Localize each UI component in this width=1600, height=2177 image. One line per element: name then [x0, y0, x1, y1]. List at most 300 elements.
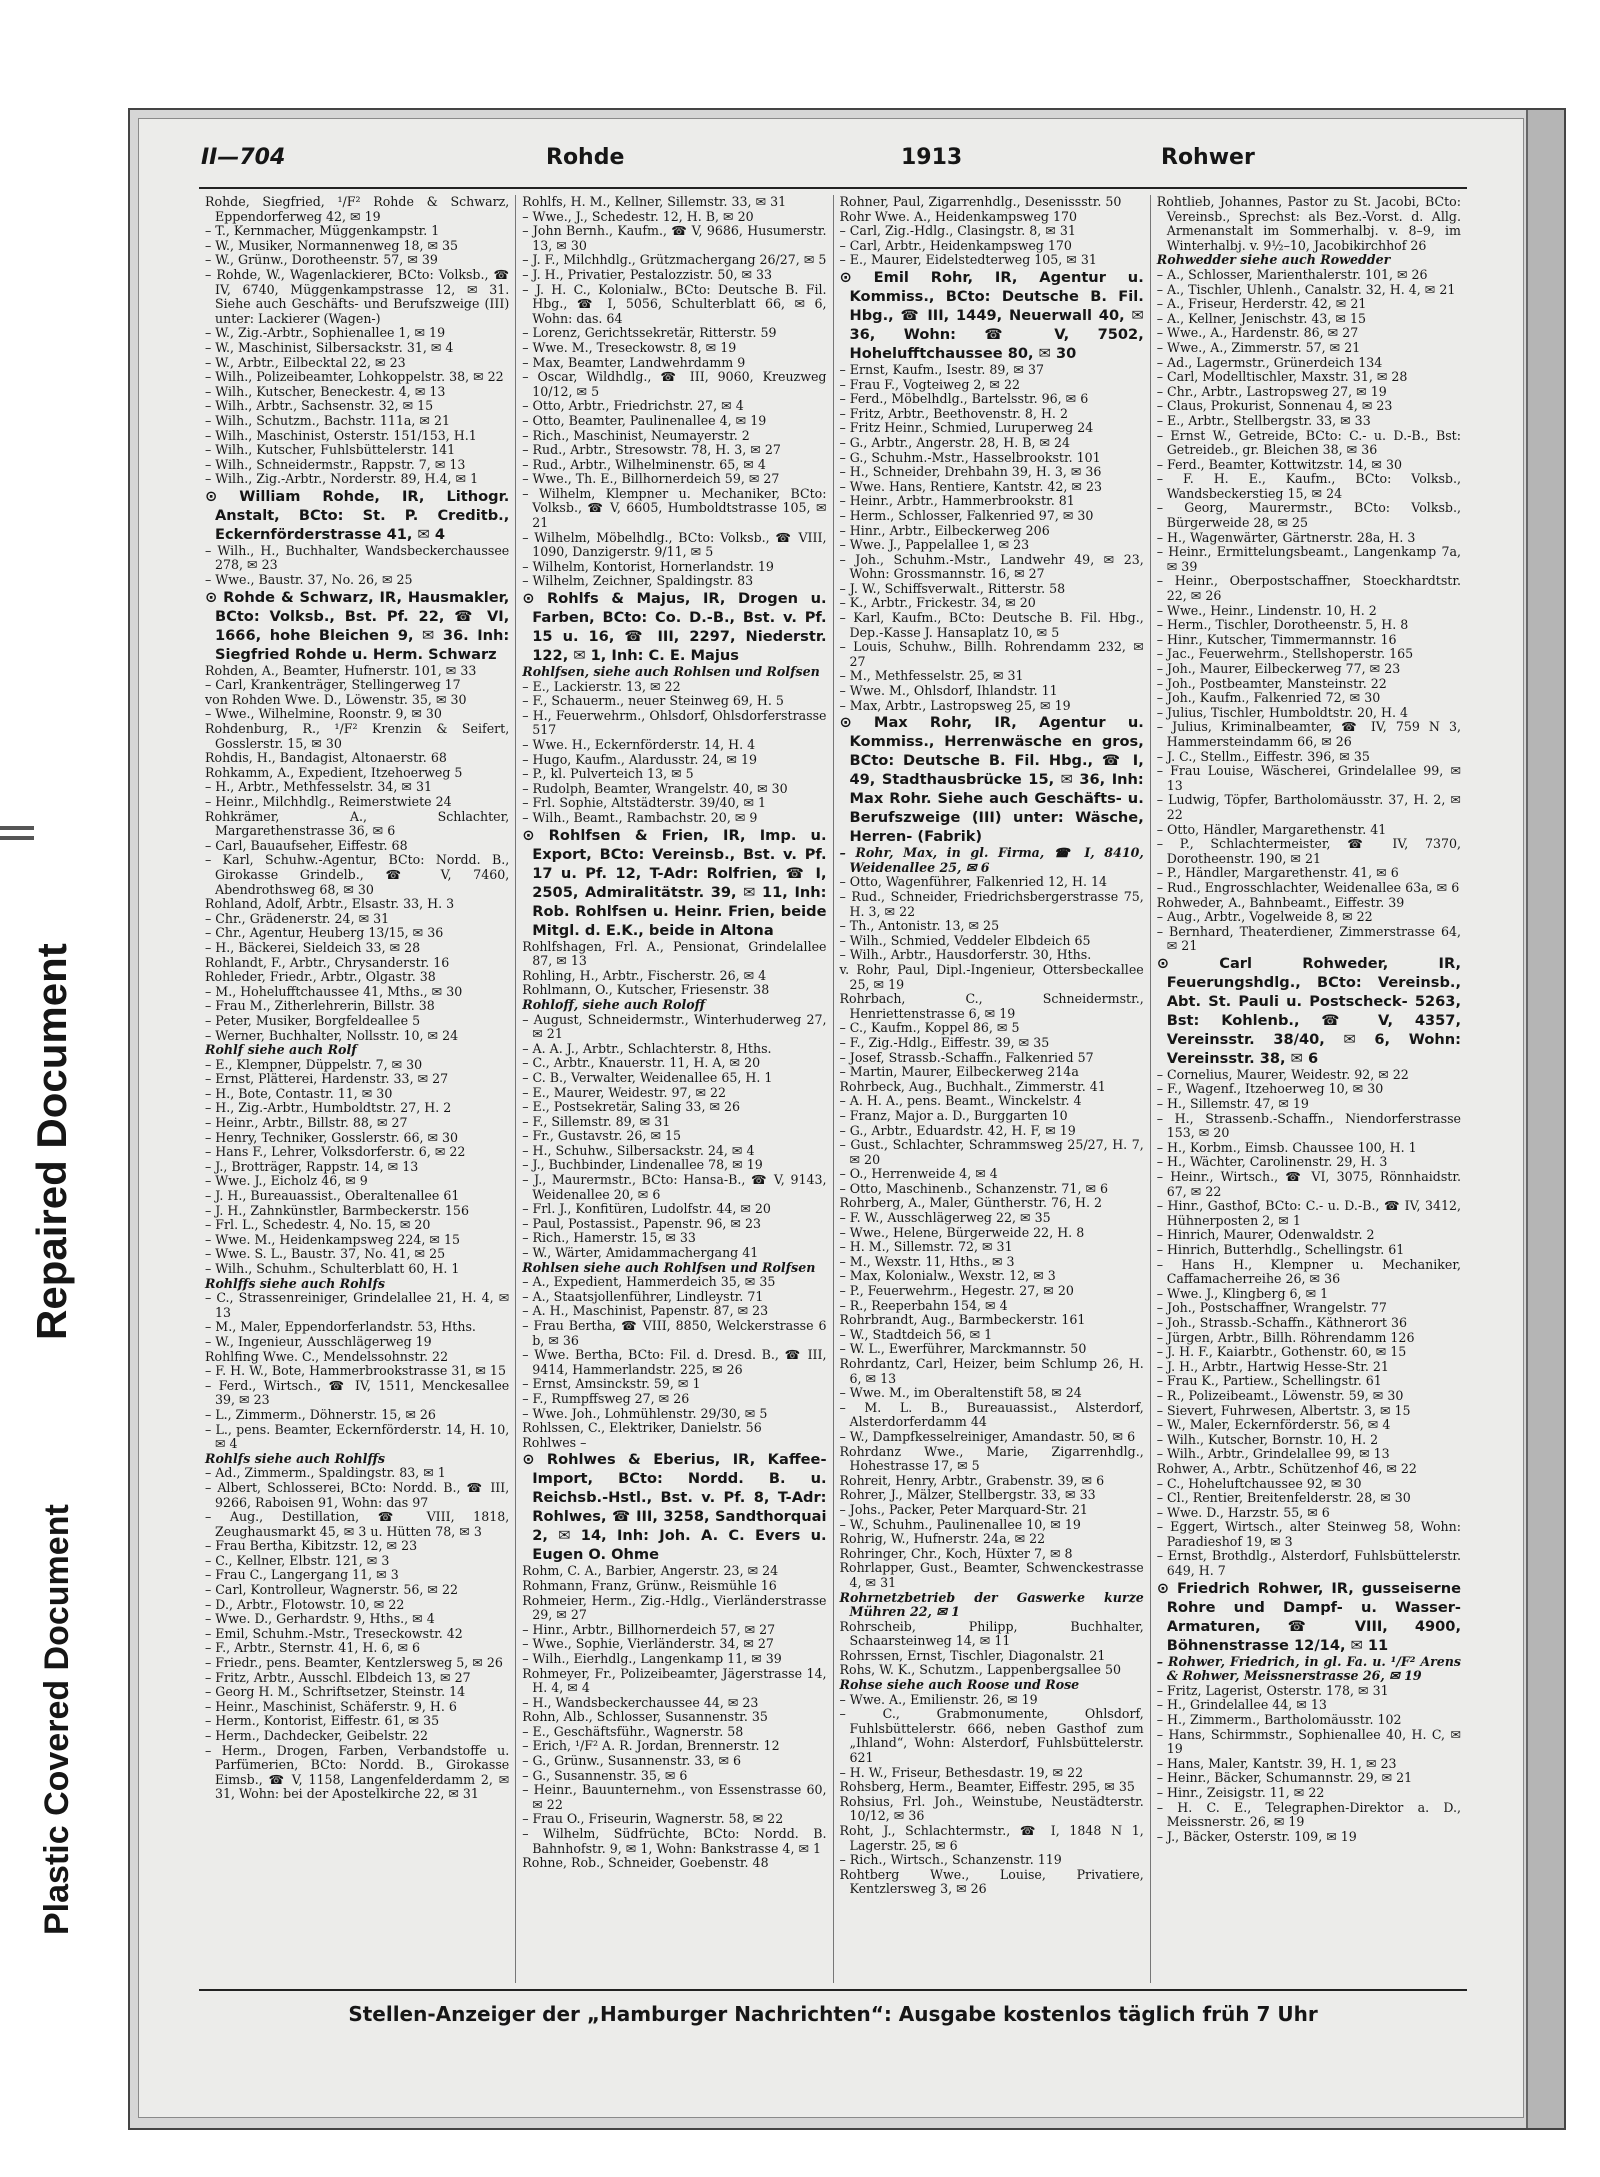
directory-entry: – J. H. F., Kaiarbtr., Gothenstr. 60, ✉ 15: [1156, 1344, 1407, 1360]
directory-entry: Rohlssen, C., Elektriker, Danielstr. 56: [522, 1420, 762, 1436]
directory-entry: – E., Maurer, Weidestr. 97, ✉ 22: [522, 1084, 727, 1100]
directory-entry: – Wilh., Schneidermstr., Rappstr. 7, ✉ 13: [205, 456, 466, 472]
margin-mark: [0, 820, 44, 860]
directory-entry: – Wilhelm, Kontorist, Hornerlandstr. 19: [522, 558, 774, 574]
directory-entry: – E., Maurer, Eidelstedterweg 105, ✉ 31: [839, 252, 1097, 268]
directory-entry: – Carl, Arbtr., Heidenkampsweg 170: [839, 237, 1072, 253]
directory-columns: [199, 195, 1467, 1983]
directory-entry: – A., Staatsjollenführer, Lindleystr. 71: [522, 1288, 764, 1304]
directory-entry: – H., Korbm., Eimsb. Chaussee 100, H. 1: [1156, 1139, 1417, 1155]
directory-entry: – Wwe. M., Ohlsdorf, Ihlandstr. 11: [839, 683, 1058, 699]
directory-entry: Rohrbeck, Aug., Buchhalt., Zimmerstr. 41: [839, 1078, 1106, 1094]
directory-entry: v. Rohr, Paul, Dipl.-Ingenieur, Ottersbeckallee 25, ✉ 19: [839, 961, 1144, 992]
directory-entry: Rohdenburg, R., ¹/F² Krenzin & Seifert, Gosslerstr. 15, ✉ 30: [205, 721, 510, 751]
directory-entry: – Joh., Postbeamter, Mansteinstr. 22: [1156, 675, 1387, 691]
directory-entry: – Wilh., Schuhm., Schulterblatt 60, H. 1: [205, 1261, 460, 1276]
directory-entry: – Ad., Lagermstr., Grünerdeich 134: [1156, 354, 1383, 370]
directory-entry: Rohlandt, F., Arbtr., Chrysanderstr. 16: [205, 954, 450, 970]
header-last-name: Rohwer: [1161, 145, 1255, 170]
directory-entry: – F., Wagenf., Itzehoerweg 10, ✉ 30: [1156, 1081, 1384, 1097]
directory-entry: – Wilh., Schutzm., Bachstr. 111a, ✉ 21: [205, 412, 450, 428]
directory-entry: – C. B., Verwalter, Weidenallee 65, H. 1: [522, 1069, 773, 1085]
directory-entry: Rohrdanz Wwe., Marie, Zigarrenhdlg., Hohestrasse 17, ✉ 5: [839, 1443, 1144, 1474]
directory-entry: – H., Schuhw., Silbersackstr. 24, ✉ 4: [522, 1142, 755, 1158]
directory-entry: – Chr., Grädenerstr. 24, ✉ 31: [205, 910, 390, 926]
firm-entry: ⊙ Friedrich Rohwer, IR, gusseiserne Rohre und Dampf- u. Wasser-Armaturen, ☎ VIII, 4900, Böhnenstrasse 12/14, ✉ 11: [1156, 1579, 1461, 1654]
directory-entry: – John Bernh., Kaufm., ☎ V, 9686, Husumerstr. 13, ✉ 30: [522, 223, 827, 253]
directory-entry: – Johs., Packer, Peter Marquard-Str. 21: [839, 1501, 1088, 1517]
directory-entry: – Wwe., Heinr., Lindenstr. 10, H. 2: [1156, 602, 1377, 618]
directory-entry: – Otto, Arbtr., Friedrichstr. 27, ✉ 4: [522, 398, 744, 414]
directory-entry: – Frl. J., Konfitüren, Ludolfstr. 44, ✉ 20: [522, 1201, 771, 1217]
directory-entry: – Wilh., Arbtr., Hausdorferstr. 30, Hths.: [839, 947, 1092, 963]
directory-entry: – H., Strassenb.-Schaffn., Niendorferstrasse 153, ✉ 20: [1156, 1110, 1461, 1141]
directory-entry: – Herm., Drogen, Farben, Verbandstoffe u. Parfümerien, BCto: Nordd. B., Girokasse Eimsb., ☎ V, 1158, Langenfelderdamm 2, ✉ 31, Wohn: bei der Apostelkirche 22, ✉ 31: [205, 1742, 510, 1802]
directory-entry: – Otto, Maschinenb., Schanzenstr. 71, ✉ 6: [839, 1180, 1109, 1196]
directory-entry: – L., pens. Beamter, Eckernförderstr. 14, H. 10, ✉ 4: [205, 1421, 510, 1452]
directory-entry: – Heinr., Wirtsch., ☎ VI, 3075, Rönnhaidstr. 67, ✉ 22: [1156, 1169, 1461, 1199]
directory-entry: – J. H. C., Kolonialw., BCto: Deutsche B. Fil. Hbg., ☎ I, 5056, Schulterblatt 66, ✉ 6, Wohn: das. 64: [522, 281, 827, 326]
firm-entry: ⊙ Carl Rohweder, IR, Feuerungshdlg., BCto: Vereinsb., Abt. St. Pauli u. Postscheck- 5263, Bst: Kohlenb., ☎ V, 4357, Vereinsstr. 38/40, ✉ 6, Wohn: Vereinsstr. 38, ✉ 6: [1156, 954, 1461, 1067]
directory-entry: – H., Sillemstr. 47, ✉ 19: [1156, 1096, 1309, 1112]
directory-entry: – H., Wagenwärter, Gärtnerstr. 28a, H. 3: [1156, 529, 1416, 545]
directory-entry: – August, Schneidermstr., Winterhuderweg 27, ✉ 21: [522, 1011, 827, 1042]
directory-entry: – Carl, Bauaufseher, Eiffestr. 68: [205, 837, 408, 853]
directory-entry: – Hinrich, Butterhdlg., Schellingstr. 61: [1156, 1242, 1405, 1257]
directory-entry: – Chr., Arbtr., Lastropsweg 27, ✉ 19: [1156, 383, 1387, 399]
directory-entry: – Rudolph, Beamter, Wrangelstr. 40, ✉ 30: [522, 780, 788, 796]
directory-entry: Rohr Wwe. A., Heidenkampsweg 170: [839, 208, 1078, 224]
directory-entry: – Ernst W., Getreide, BCto: C.- u. D.-B., Bst: Getreideb., gr. Bleichen 38, ✉ 36: [1156, 427, 1461, 458]
directory-entry: – G., Grünw., Susannenstr. 33, ✉ 6: [522, 1753, 742, 1769]
directory-entry: Rohrssen, Ernst, Tischler, Diagonalstr. 21: [839, 1647, 1106, 1663]
directory-entry: – F., Sillemstr. 89, ✉ 31: [522, 1113, 671, 1129]
directory-entry: Rohkrämer, A., Schlachter, Margarethenstrasse 36, ✉ 6: [205, 808, 510, 839]
directory-entry: Rohrbach, C., Schneidermstr., Henriettenstrasse 6, ✉ 19: [839, 991, 1144, 1021]
directory-entry: Rohsberg, Herm., Beamter, Eiffestr. 295, ✉ 35: [839, 1779, 1135, 1795]
directory-entry: – Wilh., Maschinist, Osterstr. 151/153, H.1: [205, 427, 477, 443]
firm-entry: ⊙ Rohlwes & Eberius, IR, Kaffee-Import, BCto: Nordd. B. u. Reichsb.-Hstl., Bst. v. Pf. 8, T-Adr: Rohlwes, ☎ III, 3258, Sandthorquai 2, ✉ 14, Inh: Joh. A. C. Evers u. Eugen O. Ohme: [522, 1451, 827, 1564]
side-labels: [0, 0, 120, 2177]
directory-entry: – A., Tischler, Uhlenh., Canalstr. 32, H. 4, ✉ 21: [1156, 281, 1456, 297]
directory-entry: – Oscar, Wildhdlg., ☎ III, 9060, Kreuzweg 10/12, ✉ 5: [522, 369, 827, 399]
directory-entry: – Albert, Schlosserei, BCto: Nordd. B., ☎ III, 9266, Raboisen 91, Wohn: das 97: [205, 1479, 510, 1510]
directory-entry: – Ludwig, Töpfer, Bartholomäusstr. 37, H. 2, ✉ 22: [1156, 792, 1461, 822]
directory-entry: – Heinr., Bäcker, Schumannstr. 29, ✉ 21: [1156, 1770, 1413, 1786]
directory-entry: – F. H. W., Bote, Hammerbrookstrasse 31, ✉ 15: [205, 1363, 506, 1379]
directory-entry: Rohrbrandt, Aug., Barmbeckerstr. 161: [839, 1312, 1086, 1328]
directory-entry: – Wwe. A., Emilienstr. 26, ✉ 19: [839, 1691, 1038, 1707]
directory-entry: – Wilhelm, Möbelhdlg., BCto: Volksb., ☎ VIII, 1090, Danzigerstr. 9/11, ✉ 5: [522, 529, 827, 560]
directory-entry: – Claus, Prokurist, Sonnenau 4, ✉ 23: [1156, 398, 1393, 414]
directory-entry: – Wilh., Arbtr., Grindelallee 99, ✉ 13: [1156, 1446, 1390, 1462]
directory-entry: – Wilhelm, Zeichner, Spaldingstr. 83: [522, 573, 754, 589]
directory-entry: – Wilh., Eierhdlg., Langenkamp 11, ✉ 39: [522, 1650, 782, 1666]
directory-entry: – A., Expedient, Hammerdeich 35, ✉ 35: [522, 1274, 776, 1290]
directory-entry: – F., Zig.-Hdlg., Eiffestr. 39, ✉ 35: [839, 1034, 1050, 1050]
directory-entry: – Carl, Krankenträger, Stellingerweg 17: [205, 677, 461, 693]
directory-entry: Rohsius, Frl. Joh., Weinstube, Neustädterstr. 10/12, ✉ 36: [839, 1793, 1144, 1824]
directory-entry: – D., Arbtr., Flotowstr. 10, ✉ 22: [205, 1596, 405, 1612]
directory-entry: – M. L. B., Bureauassist., Alsterdorf, Alsterdorferdamm 44: [839, 1399, 1144, 1430]
directory-entry: – Aug., Destillation, ☎ VIII, 1818, Zeughausmarkt 45, ✉ 3 u. Hütten 78, ✉ 3: [205, 1509, 510, 1539]
directory-entry: – Wilh., Polizeibeamter, Lohkoppelstr. 38, ✉ 22: [205, 369, 504, 385]
directory-entry: – M., Methfesselstr. 25, ✉ 31: [839, 668, 1024, 684]
directory-entry: – Herm., Schlosser, Falkenried 97, ✉ 30: [839, 507, 1094, 523]
directory-entry: Rohlffs siehe auch Rohlfs: [205, 1275, 385, 1291]
directory-entry: – Paul, Postassist., Papenstr. 96, ✉ 23: [522, 1215, 761, 1231]
directory-entry: Rohrdantz, Carl, Heizer, beim Schlump 26, H. 6, ✉ 13: [839, 1356, 1144, 1386]
firm-entry: ⊙ Rohlfs & Majus, IR, Drogen u. Farben, BCto: Co. D.-B., Bst. v. Pf. 15 u. 16, ☎ III, 2297, Niederstr. 122, ✉ 1, Inh: C. E. Majus: [522, 590, 827, 665]
directory-entry: – Frau O., Friseurin, Wagnerstr. 58, ✉ 22: [522, 1811, 784, 1827]
directory-entry: – F. W., Ausschlägerweg 22, ✉ 35: [839, 1210, 1051, 1226]
directory-entry: – J., Bäcker, Osterstr. 109, ✉ 19: [1156, 1828, 1357, 1844]
directory-entry: Rohm, C. A., Barbier, Angerstr. 23, ✉ 24: [522, 1563, 779, 1579]
directory-entry: – Herm., Dachdecker, Geibelstr. 22: [205, 1728, 429, 1743]
directory-entry: Rohling, H., Arbtr., Fischerstr. 26, ✉ 4: [522, 967, 767, 983]
directory-entry: – W., Maler, Eckernförderstr. 56, ✉ 4: [1156, 1417, 1391, 1433]
plastic-covered-document-label: Plastic Covered Document: [38, 1504, 76, 1935]
directory-entry: – Fritz Heinr., Schmied, Luruperweg 24: [839, 420, 1094, 436]
directory-entry: Rohlf siehe auch Rolf: [205, 1042, 357, 1058]
directory-entry: – Ferd., Möbelhdlg., Bartelsstr. 96, ✉ 6: [839, 391, 1089, 407]
directory-entry: – Karl, Schuhw.-Agentur, BCto: Nordd. B., Girokasse Grindelb., ☎ V, 7460, Abendrothsweg 68, ✉ 30: [205, 852, 510, 897]
directory-column-2: [516, 195, 833, 1983]
directory-entry: – Julius, Kriminalbeamter, ☎ IV, 759 N 3, Hammersteindamm 66, ✉ 26: [1156, 719, 1461, 749]
directory-entry: – Joh., Postschaffner, Wrangelstr. 77: [1156, 1300, 1387, 1316]
directory-entry: – Frau Bertha, ☎ VIII, 8850, Welckerstrasse 6 b, ✉ 36: [522, 1318, 827, 1348]
directory-entry: – R., Polizeibeamt., Löwenstr. 59, ✉ 30: [1156, 1387, 1404, 1403]
directory-entry: – J. H., Zahnkünstler, Barmbeckerstr. 156: [205, 1202, 469, 1218]
directory-entry: – Wwe., Th. E., Billhornerdeich 59, ✉ 27: [522, 471, 780, 487]
directory-entry: Rohlfs, H. M., Kellner, Sillemstr. 33, ✉ 31: [522, 195, 787, 209]
directory-entry: Rohmeyer, Fr., Polizeibeamter, Jägerstrasse 14, H. 4, ✉ 4: [522, 1665, 827, 1696]
directory-entry: Rohloff, siehe auch Roloff: [522, 996, 706, 1012]
directory-entry: – W. L., Ewerführer, Marckmannstr. 50: [839, 1341, 1087, 1357]
directory-entry: – P., kl. Pulverteich 13, ✉ 5: [522, 766, 694, 782]
directory-entry: – Carl, Modelltischler, Maxstr. 31, ✉ 28: [1156, 369, 1408, 385]
directory-entry: – Wilh., Schmied, Veddeler Elbdeich 65: [839, 932, 1091, 948]
directory-entry: Rohrscheib, Philipp, Buchhalter, Schaarsteinweg 14, ✉ 11: [839, 1618, 1144, 1649]
directory-entry: – F., Rumpffsweg 27, ✉ 26: [522, 1390, 690, 1406]
directory-entry: – J. C., Stellm., Eiffestr. 396, ✉ 35: [1156, 748, 1370, 764]
directory-entry: – W., Wärter, Amidammachergang 41: [522, 1245, 759, 1261]
firm-entry: ⊙ Max Rohr, IR, Agentur u. Kommiss., Herrenwäsche en gros, BCto: Deutsche B. Fil. Hbg., ☎ I, 49, Stadthausbrücke 15, ✉ 36, Inh: Max Rohr. Siehe auch Geschäfts- u. Berufszweige (III) unter: Wäsche, Herren- (Fabrik): [839, 714, 1144, 846]
directory-entry: Rohlfsen, siehe auch Rohlsen und Rolfsen: [522, 664, 820, 680]
directory-entry: – Rud., Engrosschlachter, Weidenallee 63a, ✉ 6: [1156, 879, 1460, 895]
directory-entry: – Rich., Hamerstr. 15, ✉ 33: [522, 1230, 696, 1246]
footer-rule: [199, 1989, 1467, 1991]
directory-entry: Rohlwes –: [522, 1434, 587, 1450]
directory-entry: von Rohden Wwe. D., Löwenstr. 35, ✉ 30: [205, 691, 467, 707]
directory-entry: – Wilh., H., Buchhalter, Wandsbeckerchaussee 278, ✉ 23: [205, 542, 510, 573]
directory-entry: – H., Bäckerei, Sieldeich 33, ✉ 28: [205, 939, 421, 955]
directory-entry: – Fritz, Arbtr., Ausschl. Elbdeich 13, ✉ 27: [205, 1669, 471, 1685]
directory-entry: – Carl, Kontrolleur, Wagnerstr. 56, ✉ 22: [205, 1582, 458, 1598]
page-header: [201, 141, 1467, 181]
advertisement-footer: Stellen-Anzeiger der „Hamburger Nachrichten“: Ausgabe kostenlos täglich früh 7 Uhr: [348, 2002, 1318, 2026]
directory-entry: – Joh., Maurer, Eilbeckerweg 77, ✉ 23: [1156, 661, 1401, 676]
directory-entry: – F. H. E., Kaufm., BCto: Volksb., Wandsbeckerstieg 15, ✉ 24: [1156, 471, 1461, 501]
directory-entry: – H., Wandsbeckerchaussee 44, ✉ 23: [522, 1694, 759, 1710]
directory-entry: – Frau K., Partiew., Schellingstr. 61: [1156, 1373, 1382, 1389]
directory-entry: – Chr., Agentur, Heuberg 13/15, ✉ 36: [205, 925, 444, 941]
directory-entry: – Th., Antonistr. 13, ✉ 25: [839, 918, 1000, 934]
directory-entry: – Georg, Maurermstr., BCto: Volksb., Bürgerweide 28, ✉ 25: [1156, 500, 1461, 531]
directory-entry: Rohmann, Franz, Grünw., Reismühle 16: [522, 1577, 777, 1593]
directory-entry: – J. H., Privatier, Pestalozzistr. 50, ✉ 33: [522, 266, 773, 282]
directory-entry: – Wilh., Arbtr., Sachsenstr. 32, ✉ 15: [205, 398, 434, 414]
directory-entry: – Heinr., Arbtr., Hammerbrookstr. 81: [839, 493, 1075, 509]
directory-entry: – Jac., Feuerwehrm., Stellshoperstr. 165: [1156, 646, 1414, 662]
directory-entry: – R., Reeperbahn 154, ✉ 4: [839, 1297, 1008, 1313]
firm-entry: ⊙ Rohlfsen & Frien, IR, Imp. u. Export, BCto: Vereinsb., Bst. v. Pf. 17 u. Pf. 12, T-Adr: Rolfrien, ☎ I, 2505, Admiralitätstr. 39, ✉ 11, Inh: Rob. Rohlfsen u. Heinr. Frien, beide Mitgl. d. E.K., beide in Altona: [522, 826, 827, 939]
directory-entry: – Ernst, Brothdlg., Alsterdorf, Fuhlsbüttelerstr. 649, H. 7: [1156, 1548, 1461, 1579]
directory-entry: – Frl. Sophie, Altstädterstr. 39/40, ✉ 1: [522, 795, 767, 811]
directory-entry: Rohtlieb, Johannes, Pastor zu St. Jacobi, BCto: Vereinsb., Sprechst: als Bez.-Vorst. d. Allg. Armenanstalt im Sommerhalbj. v. 8–9, im Winterhalbj. v. 9½–10, Jacobikirchhof 26: [1156, 195, 1461, 253]
directory-entry: – A., Kellner, Jenischstr. 43, ✉ 15: [1156, 310, 1366, 326]
directory-entry: – Heinr., Milchhdlg., Reimerstwiete 24: [205, 794, 452, 809]
directory-entry: – Ernst, Plätterei, Hardenstr. 33, ✉ 27: [205, 1071, 449, 1087]
directory-entry: – Joh., Kaufm., Falkenried 72, ✉ 30: [1156, 690, 1381, 706]
directory-entry: – J. W., Schiffsverwalt., Ritterstr. 58: [839, 580, 1066, 596]
directory-entry: – H., Grindelallee 44, ✉ 13: [1156, 1697, 1327, 1713]
directory-entry: – Rud., Arbtr., Stresowstr. 78, H. 3, ✉ 27: [522, 442, 781, 458]
directory-entry: – L., Zimmerm., Döhnerstr. 15, ✉ 26: [205, 1406, 436, 1422]
directory-entry: – J., Buchbinder, Lindenallee 78, ✉ 19: [522, 1157, 763, 1173]
directory-entry: – Ferd., Wirtsch., ☎ IV, 1511, Menckesallee 39, ✉ 23: [205, 1377, 510, 1408]
directory-entry: – Wwe. J., Eicholz 46, ✉ 9: [205, 1173, 368, 1189]
directory-entry: – Josef, Strassb.-Schaffn., Falkenried 57: [839, 1049, 1094, 1065]
directory-entry: – E., Geschäftsführ., Wagnerstr. 58: [522, 1723, 744, 1739]
directory-entry: – E., Lackierstr. 13, ✉ 22: [522, 678, 681, 694]
repaired-document-label: Repaired Document: [28, 943, 75, 1340]
directory-entry: – Peter, Musiker, Borgfeldeallee 5: [205, 1012, 421, 1028]
directory-entry: – M., Maler, Eppendorferlandstr. 53, Hths.: [205, 1319, 476, 1335]
directory-entry: – Werner, Buchhalter, Nollsstr. 10, ✉ 24: [205, 1027, 459, 1043]
firm-entry: ⊙ Emil Rohr, IR, Agentur u. Kommiss., BCto: Deutsche B. Fil. Hbg., ☎ III, 1449, Neuerwall 40, ✉ 36, Wohn: ☎ V, 7502, Hohelufftchaussee 80, ✉ 30: [839, 268, 1144, 362]
directory-entry: – Friedr., pens. Beamter, Kentzlersweg 5, ✉ 26: [205, 1655, 503, 1671]
directory-entry: – Lorenz, Gerichtssekretär, Ritterstr. 59: [522, 325, 777, 341]
directory-entry: – A. A. J., Arbtr., Schlachterstr. 8, Hths.: [522, 1040, 772, 1056]
directory-entry: – Cl., Rentier, Breitenfelderstr. 28, ✉ 30: [1156, 1490, 1411, 1506]
directory-entry: – Wwe. S. L., Baustr. 37, No. 41, ✉ 25: [205, 1246, 446, 1262]
directory-entry: – Frau Louise, Wäscherei, Grindelallee 99, ✉ 13: [1156, 763, 1461, 793]
directory-entry: – Heinr., Bauunternehm., von Essenstrasse 60, ✉ 22: [522, 1782, 827, 1812]
directory-entry: – Georg H. M., Schriftsetzer, Steinstr. 14: [205, 1684, 466, 1700]
directory-entry: – Bernhard, Theaterdiener, Zimmerstrasse 64, ✉ 21: [1156, 923, 1461, 954]
directory-entry: – J. F., Milchhdlg., Grützmachergang 26/27, ✉ 5: [522, 252, 827, 268]
directory-entry: – Otto, Händler, Margarethenstr. 41: [1156, 821, 1387, 837]
directory-entry: – J. H., Bureauassist., Oberaltenallee 61: [205, 1188, 460, 1204]
directory-entry: – Frau M., Zitherlehrerin, Billstr. 38: [205, 998, 435, 1014]
directory-entry: – Wwe. D., Harzstr. 55, ✉ 6: [1156, 1504, 1330, 1520]
directory-entry: – Fr., Gustavstr. 26, ✉ 15: [522, 1128, 682, 1144]
directory-entry: – Wwe. J., Klingberg 6, ✉ 1: [1156, 1285, 1329, 1301]
page-edge-strip: [1526, 110, 1564, 2128]
directory-entry: – P., Händler, Margarethenstr. 41, ✉ 6: [1156, 865, 1399, 881]
directory-entry: – M., Hohelufftchaussee 41, Mths., ✉ 30: [205, 983, 463, 999]
directory-entry: – Wwe., Baustr. 37, No. 26, ✉ 25: [205, 572, 413, 588]
directory-entry: – Ernst, Amsinckstr. 59, ✉ 1: [522, 1376, 701, 1392]
page-number: II—704: [201, 145, 286, 170]
directory-entry: – Wilh., Beamt., Rambachstr. 20, ✉ 9: [522, 809, 758, 825]
directory-entry: – H., Arbtr., Methfesselstr. 34, ✉ 31: [205, 779, 432, 795]
directory-entry: – W., Maschinist, Silbersackstr. 31, ✉ 4: [205, 339, 454, 355]
directory-entry: Rohkamm, A., Expedient, Itzehoerweg 5: [205, 764, 463, 780]
directory-entry: – J., Maurermstr., BCto: Hansa-B., ☎ V, 9143, Weidenallee 20, ✉ 6: [522, 1172, 827, 1202]
directory-entry: Rohs, W. K., Schutzm., Lappenbergsallee 50: [839, 1662, 1121, 1678]
directory-entry: Roht, J., Schlachtermstr., ☎ I, 1848 N 1, Lagerstr. 25, ✉ 6: [839, 1823, 1144, 1853]
directory-entry: – W., Ingenieur, Ausschlägerweg 19: [205, 1333, 432, 1349]
directory-entry: Rohleder, Friedr., Arbtr., Olgastr. 38: [205, 969, 436, 985]
directory-entry: – W., Zig.-Arbtr., Sophienallee 1, ✉ 19: [205, 325, 446, 341]
directory-entry: – W., Musiker, Normannenweg 18, ✉ 35: [205, 237, 459, 253]
directory-entry: – H., Schneider, Drehbahn 39, H. 3, ✉ 36: [839, 464, 1102, 480]
directory-entry: Rohrlapper, Gust., Beamter, Schwenckestrasse 4, ✉ 31: [839, 1560, 1144, 1590]
directory-entry: – Henry, Techniker, Gosslerstr. 66, ✉ 30: [205, 1129, 459, 1145]
directory-entry: Rohtberg Wwe., Louise, Privatiere, Kentzlersweg 3, ✉ 26: [839, 1866, 1144, 1897]
directory-entry: Rohse siehe auch Roose und Rose: [839, 1677, 1080, 1693]
directory-entry: – Frau C., Langergang 11, ✉ 3: [205, 1567, 399, 1583]
directory-entry: Rohlfs siehe auch Rohlffs: [205, 1450, 385, 1466]
directory-entry: – Rich., Wirtsch., Schanzenstr. 119: [839, 1852, 1062, 1868]
directory-entry: – Wwe. M., Treseckowstr. 8, ✉ 19: [522, 339, 737, 355]
directory-entry: – Jürgen, Arbtr., Billh. Röhrendamm 126: [1156, 1329, 1415, 1345]
header-first-name: Rohde: [546, 145, 625, 170]
directory-entry: – Martin, Maurer, Eilbeckerweg 214a: [839, 1064, 1079, 1080]
directory-entry: – Wilh., Kutscher, Fuhlsbüttelerstr. 141: [205, 442, 456, 458]
directory-entry: – Wwe., Sophie, Vierländerstr. 34, ✉ 27: [522, 1636, 774, 1652]
directory-entry: Rohn, Alb., Schlosser, Susannenstr. 35: [522, 1709, 768, 1725]
directory-entry: – Sievert, Fuhrwesen, Albertstr. 3, ✉ 15: [1156, 1402, 1411, 1418]
directory-entry: Rohrig, W., Hufnerstr. 24a, ✉ 22: [839, 1531, 1046, 1547]
directory-entry: – Otto, Wagenführer, Falkenried 12, H. 14: [839, 874, 1108, 890]
directory-entry: – A., Schlosser, Marienthalerstr. 101, ✉ 26: [1156, 266, 1428, 282]
directory-entry: – W., Arbtr., Eilbecktal 22, ✉ 23: [205, 354, 406, 370]
directory-entry: – Erich, ¹/F² A. R. Jordan, Brennerstr. 12: [522, 1738, 780, 1754]
directory-entry: – Hans, Schirmmstr., Sophienallee 40, H. C, ✉ 19: [1156, 1726, 1461, 1757]
directory-entry: – Ad., Zimmerm., Spaldingstr. 83, ✉ 1: [205, 1465, 446, 1481]
directory-entry: – G., Susannenstr. 35, ✉ 6: [522, 1767, 688, 1783]
directory-entry: – Hans, Maler, Kantstr. 39, H. 1, ✉ 23: [1156, 1755, 1397, 1771]
directory-entry: – C., Arbtr., Knauerstr. 11, H. A, ✉ 20: [522, 1055, 761, 1071]
directory-entry: – Otto, Beamter, Paulinenallee 4, ✉ 19: [522, 412, 767, 428]
directory-entry: – Fritz, Arbtr., Beethovenstr. 8, H. 2: [839, 405, 1068, 421]
directory-entry: – Wilh., Zig.-Arbtr., Norderstr. 89, H.4, ✉ 1: [205, 471, 479, 487]
directory-entry: – Joh., Strassb.-Schaffn., Käthnerort 36: [1156, 1314, 1407, 1330]
directory-entry: – Hans F., Lehrer, Volksdorferstr. 6, ✉ 22: [205, 1144, 466, 1160]
directory-entry: – G., Schuhm.-Mstr., Hasselbrookstr. 101: [839, 449, 1101, 465]
directory-entry: – Heinr., Arbtr., Billstr. 88, ✉ 27: [205, 1115, 408, 1131]
directory-entry: – Max, Beamter, Landwehrdamm 9: [522, 354, 746, 370]
directory-entry: Rohland, Adolf, Arbtr., Elsastr. 33, H. 3: [205, 896, 455, 912]
directory-entry: – J., Brotträger, Rappstr. 14, ✉ 13: [205, 1158, 419, 1174]
directory-entry: Rohner, Paul, Zigarrenhdlg., Desenissstr. 50: [839, 195, 1122, 209]
directory-entry: – F., Arbtr., Sternstr. 41, H. 6, ✉ 6: [205, 1640, 421, 1656]
directory-entry: – J. H., Arbtr., Hartwig Hesse-Str. 21: [1156, 1358, 1389, 1374]
firm-entry: ⊙ Rohde & Schwarz, IR, Hausmakler, BCto: Volksb., Bst. Pf. 22, ☎ VI, 1666, hohe Bleichen 9, ✉ 36. Inh: Siegfried Rohde u. Herm. Schwarz: [205, 588, 510, 663]
directory-entry: – Frl. L., Schedestr. 4, No. 15, ✉ 20: [205, 1217, 431, 1233]
directory-entry: – Ernst, Kaufm., Isestr. 89, ✉ 37: [839, 361, 1044, 377]
directory-entry: – Wwe., A., Hardenstr. 86, ✉ 27: [1156, 325, 1359, 341]
directory-entry: Rohne, Rob., Schneider, Goebenstr. 48: [522, 1855, 769, 1871]
directory-entry: – Wwe. Joh., Lohmühlenstr. 29/30, ✉ 5: [522, 1405, 768, 1421]
directory-entry: – Rud., Arbtr., Wilhelminenstr. 65, ✉ 4: [522, 456, 766, 472]
directory-entry: – Wwe. H., Eckernförderstr. 14, H. 4: [522, 737, 756, 752]
directory-entry: – H., Wächter, Carolinenstr. 29, H. 3: [1156, 1154, 1388, 1170]
directory-entry: – Wwe., Helene, Bürgerweide 22, H. 8: [839, 1224, 1085, 1240]
directory-column-4: [1151, 195, 1467, 1983]
directory-entry: – Wwe. Bertha, BCto: Fil. d. Dresd. B., ☎ III, 9414, Hammerlandstr. 225, ✉ 26: [522, 1347, 827, 1377]
directory-entry: Rohlfshagen, Frl. A., Pensionat, Grindelallee 87, ✉ 13: [522, 938, 827, 969]
directory-entry: – P., Feuerwehrm., Hegestr. 27, ✉ 20: [839, 1283, 1074, 1299]
directory-entry: – Emil, Schuhm.-Mstr., Treseckowstr. 42: [205, 1625, 463, 1641]
directory-entry: – H., Feuerwehrm., Ohlsdorf, Ohlsdorferstrasse 517: [522, 707, 827, 738]
directory-entry: – Franz, Major a. D., Burggarten 10: [839, 1107, 1068, 1123]
directory-entry: – H., Zimmerm., Bartholomäusstr. 102: [1156, 1712, 1402, 1728]
directory-entry: – K., Arbtr., Frickestr. 34, ✉ 20: [839, 595, 1036, 611]
directory-entry: Rohrnetzbetrieb der Gaswerke kurze Mühren 22, ✉ 1: [839, 1589, 1144, 1620]
directory-entry: – Wwe. M., Heidenkampsweg 224, ✉ 15: [205, 1231, 461, 1247]
directory-entry: – C., Strassenreiniger, Grindelallee 21, H. 4, ✉ 13: [205, 1290, 510, 1320]
directory-entry: – F., Schauerm., neuer Steinweg 69, H. 5: [522, 693, 784, 709]
directory-entry: – Fritz, Lagerist, Osterstr. 178, ✉ 31: [1156, 1682, 1389, 1698]
directory-entry: – Herm., Tischler, Dorotheenstr. 5, H. 8: [1156, 617, 1409, 633]
directory-entry: – T., Kernmacher, Müggenkampstr. 1: [205, 223, 440, 239]
directory-entry: Rohlmann, O., Kutscher, Friesenstr. 38: [522, 982, 770, 998]
directory-entry: – Rohwer, Friedrich, in gl. Fa. u. ¹/F² Arens & Rohwer, Meissnerstrasse 26, ✉ 19: [1156, 1653, 1461, 1684]
directory-entry: – Louis, Schuhw., Billh. Rohrendamm 232, ✉ 27: [839, 639, 1144, 669]
directory-entry: – H. W., Friseur, Bethesdastr. 19, ✉ 22: [839, 1764, 1084, 1780]
directory-entry: – Gust., Schlachter, Schrammsweg 25/27, H. 7, ✉ 20: [839, 1137, 1144, 1167]
directory-entry: – Carl, Zig.-Hdlg., Clasingstr. 8, ✉ 31: [839, 223, 1076, 239]
directory-entry: – P., Schlachtermeister, ☎ IV, 7370, Dorotheenstr. 190, ✉ 21: [1156, 836, 1461, 866]
directory-entry: – A. H. A., pens. Beamt., Winckelstr. 4: [839, 1093, 1082, 1109]
directory-entry: – M., Wexstr. 11, Hths., ✉ 3: [839, 1253, 1015, 1269]
directory-entry: – Hinr., Kutscher, Timmermannstr. 16: [1156, 631, 1397, 647]
directory-entry: – E., Klempner, Düppelstr. 7, ✉ 30: [205, 1056, 423, 1072]
directory-entry: – W., Grünw., Dorotheenstr. 57, ✉ 39: [205, 252, 438, 268]
directory-entry: – A., Friseur, Herderstr. 42, ✉ 21: [1156, 296, 1367, 312]
directory-entry: – Julius, Tischler, Humboldtstr. 20, H. 4: [1156, 704, 1409, 720]
directory-entry: – Wilhelm, Klempner u. Mechaniker, BCto: Volksb., ☎ V, 6605, Humboldtstrasse 105, ✉ 21: [522, 485, 827, 531]
directory-entry: – Max, Arbtr., Lastropsweg 25, ✉ 19: [839, 697, 1071, 713]
directory-entry: – Wilh., Kutscher, Beneckestr. 4, ✉ 13: [205, 383, 446, 399]
directory-entry: – Rohr, Max, in gl. Firma, ☎ I, 8410, Weidenallee 25, ✉ 6: [839, 845, 1144, 875]
directory-entry: Rohrberg, A., Maler, Güntherstr. 76, H. 2: [839, 1195, 1103, 1211]
directory-entry: – Wwe., A., Zimmerstr. 57, ✉ 21: [1156, 339, 1361, 355]
header-year: 1913: [901, 145, 963, 170]
directory-entry: – Rud., Schneider, Friedrichsbergerstrasse 75, H. 3, ✉ 22: [839, 889, 1144, 919]
directory-entry: – Wilh., Kutscher, Bornstr. 10, H. 2: [1156, 1431, 1379, 1447]
directory-entry: – Frau F., Vogteiweg 2, ✉ 22: [839, 376, 1020, 392]
directory-entry: – H. M., Sillemstr. 72, ✉ 31: [839, 1239, 1013, 1255]
directory-entry: – C., Kellner, Elbstr. 121, ✉ 3: [205, 1552, 390, 1568]
directory-entry: – H., Bote, Contastr. 11, ✉ 30: [205, 1085, 393, 1101]
directory-entry: – Wwe. J., Pappelallee 1, ✉ 23: [839, 537, 1030, 553]
directory-entry: – H. C. E., Telegraphen-Direktor a. D., Meissnerstr. 26, ✉ 19: [1156, 1799, 1461, 1830]
directory-entry: Rohwer, A., Arbtr., Schützenhof 46, ✉ 22: [1156, 1460, 1417, 1476]
directory-entry: Rohlsen siehe auch Rohlfsen und Rolfsen: [522, 1259, 816, 1275]
directory-entry: – Rich., Maschinist, Neumayerstr. 2: [522, 427, 750, 443]
directory-column-1: [199, 195, 516, 1983]
directory-entry: – C., Kaufm., Koppel 86, ✉ 5: [839, 1020, 1020, 1036]
directory-entry: – Ferd., Beamter, Kottwitzstr. 14, ✉ 30: [1156, 456, 1403, 472]
directory-entry: – H., Zig.-Arbtr., Humboldtstr. 27, H. 2: [205, 1100, 452, 1116]
firm-entry: ⊙ William Rohde, IR, Lithogr. Anstalt, BCto: St. P. Creditb., Eckernförderstrasse 41, ✉ 4: [205, 487, 510, 543]
directory-entry: – C., Grabmonumente, Ohlsdorf, Fuhlsbüttelerstr. 666, neben Gasthof zum „Ihland“, Wohn: Alsterdorf, Fuhlsbüttelerstr. 621: [839, 1706, 1144, 1766]
